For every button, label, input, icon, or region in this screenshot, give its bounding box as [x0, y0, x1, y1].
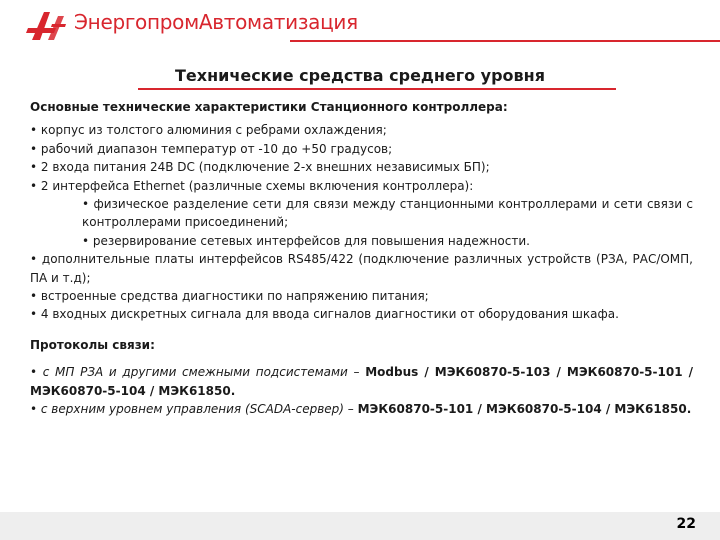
protocol-item [30, 400, 693, 418]
list-item: • 4 входных дискретных сигнала для ввода сигналов диагностики от оборудования шкафа. [30, 307, 619, 322]
protocol-target: • с МП РЗА и другими смежными подсистемами [30, 365, 348, 380]
list-item: • дополнительные платы интерфейсов RS485/422 (подключение различных устройств (РЗА, РАС/ОМП, ПА и т.д); [30, 252, 693, 285]
header-divider [290, 40, 720, 42]
list-item: • рабочий диапазон температур от -10 до +50 градусов; [30, 141, 393, 156]
header [0, 0, 720, 52]
list-item: • корпус из толстого алюминия с ребрами охлаждения; [30, 123, 387, 138]
section-heading-controller: Основные технические характеристики Станционного контроллера: [30, 100, 508, 114]
list-item: • 2 интерфейса Ethernet (различные схемы включения контроллера): [30, 178, 474, 193]
section-heading-protocols: Протоколы связи: [30, 337, 155, 352]
page-number: 22 [676, 516, 696, 532]
protocol-list: МЭК60870-5-101 / МЭК60870-5-104 / МЭК61850. [357, 402, 692, 417]
company-name: ЭнергопромАвтоматизация [74, 10, 358, 34]
protocol-dash: – [343, 402, 358, 417]
footer-bar [0, 512, 720, 540]
eap-logo-icon [26, 6, 68, 44]
list-item: • 2 входа питания 24В DC (подключение 2-х внешних независимых БП); [30, 160, 490, 175]
protocol-item [30, 363, 693, 400]
protocol-target: • с верхним уровнем управления (SCADA-сервер) [30, 402, 344, 417]
slide-content [30, 98, 693, 419]
protocol-list: Modbus / МЭК60870-5-103 / МЭК60870-5-101 / МЭК60870-5-104 / МЭК61850. [30, 365, 693, 398]
list-subitem: • физическое разделение сети для связи между станционными контроллерами и сети связи с контроллерами присоединений; [82, 197, 693, 230]
list-subitem: • резервирование сетевых интерфейсов для повышения надежности. [82, 233, 530, 248]
list-item: • встроенные средства диагностики по напряжению питания; [30, 289, 429, 304]
page-title: Технические средства среднего уровня [175, 66, 545, 85]
protocol-dash: – [347, 365, 366, 380]
title-underline [138, 88, 616, 90]
